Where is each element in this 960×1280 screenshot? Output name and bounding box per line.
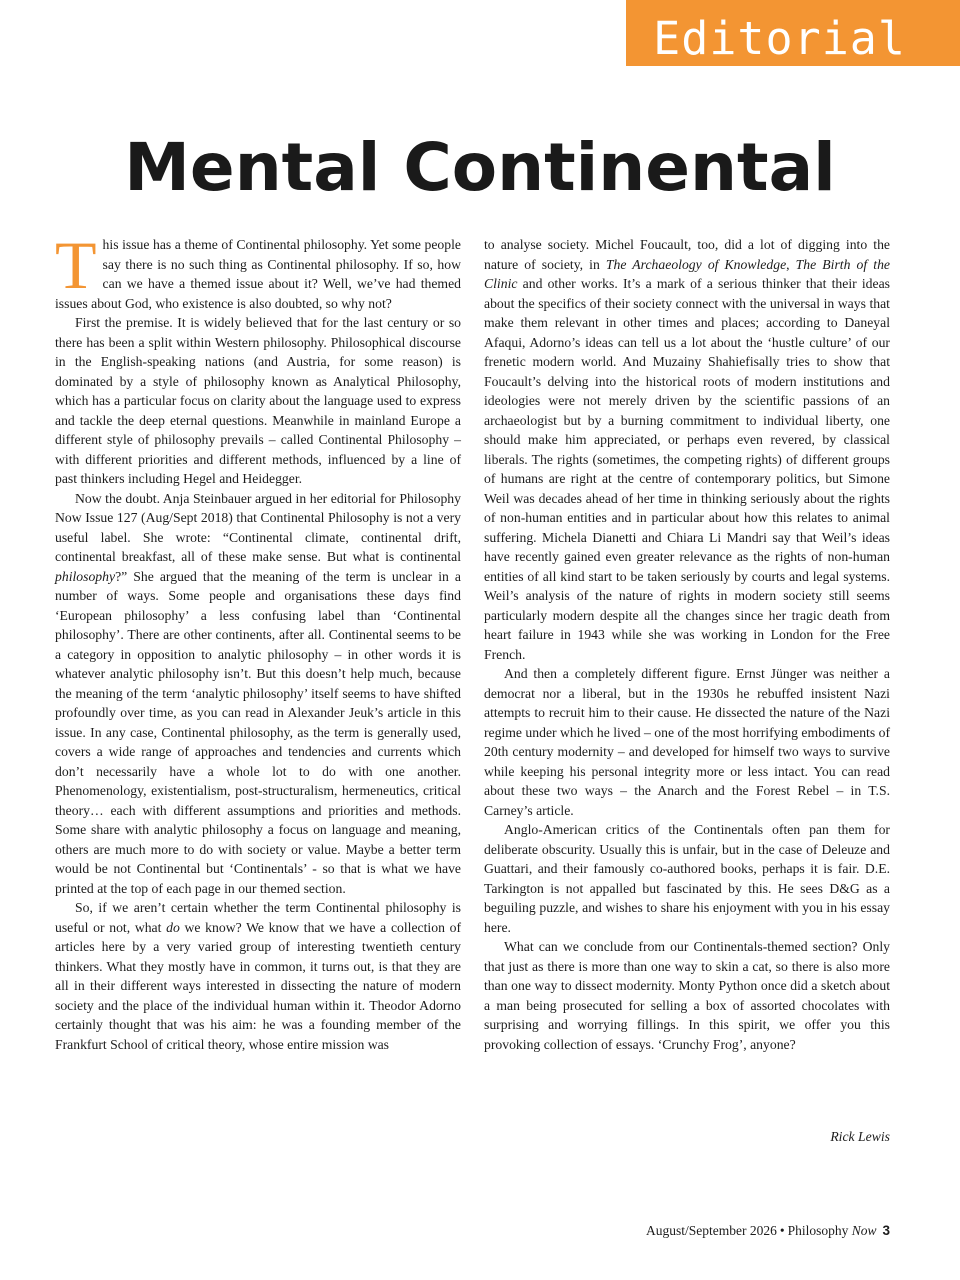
italic-text: The Birth of the Clinic	[484, 256, 890, 291]
text-run: What can we conclude from our Continentals-themed section? Only that just as there is more than one way to skin a cat, so there is also more than one way to dissect modernity. Monty Python once did a sketch about a man being prosecuted for selling a box of assorted chocolates with surprising and worrying fillings. In this spirit, we offer you this provoking collection of essays. ‘Crunchy Frog’, anyone?	[484, 939, 890, 1052]
drop-cap: T	[55, 227, 97, 303]
page-number: 3	[882, 1223, 890, 1238]
page-footer	[646, 1222, 890, 1240]
paragraph	[484, 937, 890, 1054]
text-run: Now the doubt. Anja Steinbauer argued in her editorial for Philosophy Now Issue 127 (Aug/Sept 2018) that Continental Philosophy is not a very useful label. She wrote: “Continental climate, continental drift, continental breakfast, all of these make sense. But what is continental	[55, 490, 461, 564]
text-run: First the premise. It is widely believed that for the last century or so there has been a split within Western philosophy. Philosophical discourse in the English-speaking nations (and Austria, for some reason) is dominated by a style of philosophy known as Analytical Philosophy, which has a particular focus on clarity about the language used to express and tackle the deep eternal questions. Meanwhile in mainland Europe a different style of philosophy prevails – called Continental Philosophy – with different priorities and different methods, influenced by a line of past thinkers including Hegel and Heidegger.	[55, 315, 461, 486]
italic-text: do	[166, 919, 180, 935]
text-run: ,	[786, 256, 796, 272]
text-run: to analyse society. Michel Foucault, too, did a lot of digging into the nature of society, in	[484, 237, 890, 272]
text-run: ?” She argued that the meaning of the term is unclear in a number of ways. Some people and organisations these days find ‘European philosophy’ a less confusing label than ‘Continental philosophy’. There are other continents, after all. Continental seems to be a category in opposition to analytic philosophy – in other words it is whatever analytic philosophy isn’t. But this doesn’t help much, because the meaning of the term ‘analytic philosophy’ itself seems to have shifted profoundly over time, as you can read in Alexander Jeuk’s article in this issue. In any case, Continental philosophy, as the term is generally used, covers a wide range of approaches and tendencies and currents which don’t necessarily have a whole lot to do with one another. Phenomenology, existentialism, post-structuralism, hermeneutics, critical theory… each with different assumptions and priorities and methods. Some share with analytic philosophy a focus on language and meaning, others are much more to do with society or value. Maybe a better term would be not Continental but ‘Continentals’ - so that is what we have printed at the top of each page in our themed section.	[55, 568, 461, 896]
paragraph	[55, 898, 461, 1054]
italic-text: philosophy	[55, 568, 116, 584]
magazine-name: Philosophy	[787, 1223, 849, 1238]
magazine-name-italic: Now	[851, 1223, 877, 1238]
issue-date: August/September 2026	[645, 1223, 777, 1238]
paragraph	[55, 313, 461, 489]
paragraph	[55, 227, 461, 313]
paragraph	[55, 489, 461, 899]
text-run: And then a completely different figure. Ernst Jünger was neither a democrat nor a liberal, but in the 1930s he rebuffed insistent Nazi attempts to recruit him to their cause. He dissected the nature of the Nazi regime under which he lived – one of the most horrifying embodiments of 20th century modernity – and developed for himself two ways to survive while keeping his personal integrity more or less intact. You can read about these two ways – the Anarch and the Forest Rebel – in T.S. Carney’s article.	[484, 666, 890, 818]
italic-text: The Archaeology of Knowledge	[605, 256, 787, 272]
text-run: we know? We know that we have a collection of articles here by a very varied group of interesting twentieth century thinkers. What they mostly have in common, it turns out, is that they are all in their different ways interested in dissecting the nature of modern society and the place of the individual human within it. Theodor Adorno certainly thought that was his aim: he was a founding member of the Frankfurt School of critical theory, whose entire mission was	[55, 919, 461, 1052]
section-tab	[626, 0, 960, 66]
author-signature: Rick Lewis	[830, 1129, 890, 1144]
text-run: Anglo-American critics of the Continentals often pan them for deliberate obscurity. Usually this is unfair, but in the case of Deleuze and Guattari, and their famously co-authored books, perhaps it is fair. D.E. Tarkington is not appalled but fascinated by this. He sees D&G as a beguiling puzzle, and wishes to share his enjoyment with you in his essay here.	[484, 822, 890, 935]
footer-bullet: •	[779, 1223, 785, 1238]
text-run: So, if we aren’t certain whether the term Continental philosophy is useful or not, what	[55, 900, 461, 935]
right-column	[484, 235, 890, 1054]
section-tab-label: Editorial	[653, 12, 906, 65]
left-column	[55, 227, 461, 1054]
paragraph	[484, 664, 890, 820]
text-run: and other works. It’s a mark of a serious thinker that their ideas about the specifics of their society connect with the universal in ways that make them relevant in other times and places; according to Daneyal Afaqui, Adorno’s ideas can tell us a lot about the ‘hustle culture’ of our frenetic modern world. And Muzainy Shahiefisally tries to show that Foucault’s delving into the historical roots of modern institutions and ideologies were not merely driven by the scientific passions of an archaeologist but by a burning commitment to individual liberty, one should make him appreciated, or perhaps even revered, by classical liberals. The rights (sometimes, the competing rights) of different groups of humans are right at the centre of contemporary politics, but Simone Weil was decades ahead of her time in thinking seriously about the rights of non-human entities and in particular about how this relates to animal suffering. Michela Dianetti and Chiara Li Mandri say that Weil’s ideas have recently gained even greater relevance as the rights of non-human entities of all kind start to be taken seriously by courts and legal systems. Weil’s analysis of the nature of rights in modern society still seems particularly modern despite all the changes since her tragic death from heart failure in 1943 while she was working in London for the Free French.	[484, 276, 890, 662]
paragraph	[484, 235, 890, 664]
article-title: Mental Continental	[124, 129, 836, 206]
text-run: his issue has a theme of Continental philosophy. Yet some people say there is no such thing as Continental philosophy. If so, how can we have a themed issue about it? Well, we’ve had themed issues about God, who existence is also doubted, so why not?	[55, 237, 461, 311]
paragraph	[484, 820, 890, 937]
